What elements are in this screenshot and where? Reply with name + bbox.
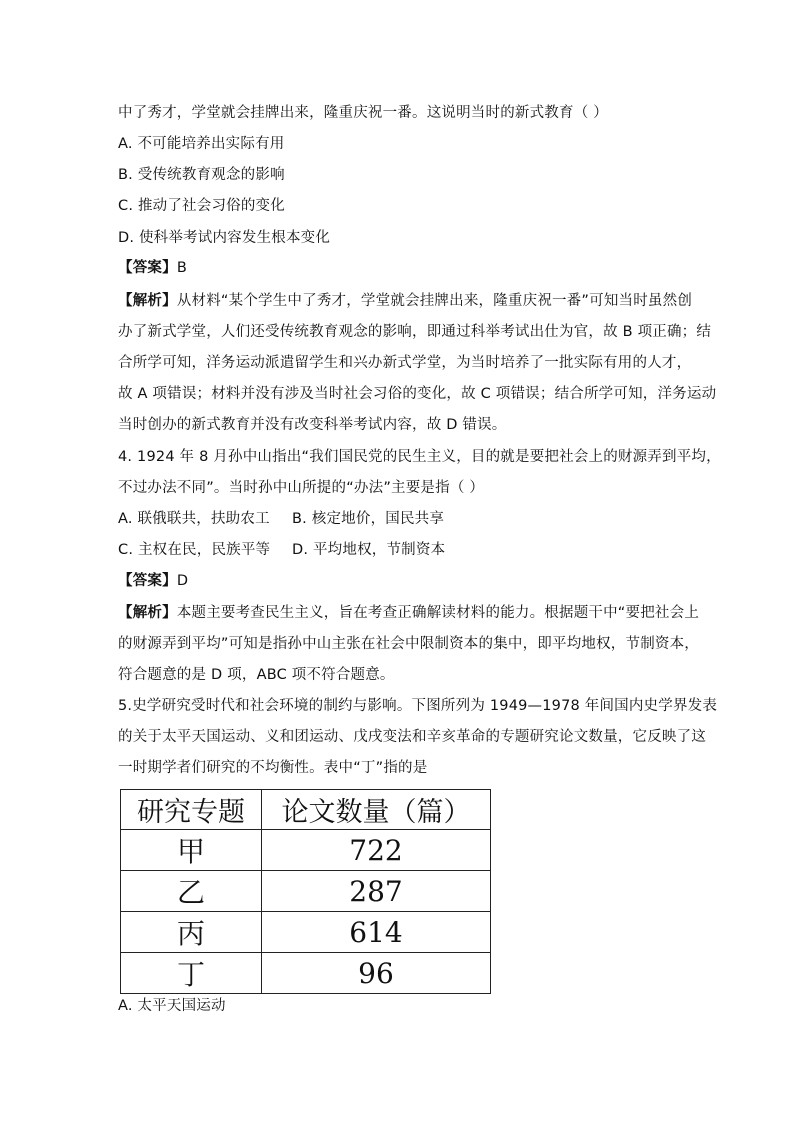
option-d: D. 平均地权，节制资本 — [292, 542, 446, 558]
option-a: A. 联俄联共，扶助农工 — [118, 511, 270, 527]
cell-topic: 甲 — [121, 830, 262, 871]
question-5-stem-3: 一时期学者们研究的不均衡性。表中“丁”指的是 — [118, 760, 428, 776]
analysis-line-2: 办了新式学堂，人们还受传统教育观念的影响，即通过科举考试出仕为官，故 B 项正确；结 — [118, 324, 712, 340]
analysis-line-1 — [118, 603, 699, 623]
option-b: B. 受传统教育观念的影响 — [118, 167, 285, 183]
option-c: C. 推动了社会习俗的变化 — [118, 198, 285, 214]
analysis-line-2: 的财源弄到平均”可知是指孙中山主张在社会中限制资本的集中，即平均地权，节制资本， — [118, 636, 700, 652]
analysis-text: 本题主要考查民生主义，旨在考查正确解读材料的能力。根据题干中“要把社会上 — [176, 605, 700, 621]
cell-topic: 丁 — [121, 953, 262, 994]
options-ab — [118, 509, 444, 529]
cell-count: 96 — [262, 953, 491, 994]
table-row — [121, 830, 491, 871]
analysis-text: 从材料“某个学生中了秀才，学堂就会挂牌出来，隆重庆祝一番”可知当时虽然创 — [176, 293, 693, 309]
option-b: B. 核定地价，国民共享 — [292, 511, 445, 527]
answer-value: B — [176, 260, 187, 276]
analysis-tag: 【解析】 — [118, 605, 177, 621]
table-row — [121, 871, 491, 912]
cell-topic: 丙 — [121, 912, 262, 953]
answer-line — [118, 571, 188, 591]
option-c: C. 主权在民，民族平等 — [118, 542, 271, 558]
column-header-count: 论文数量（篇） — [262, 790, 491, 830]
table-row — [121, 912, 491, 953]
cell-topic: 乙 — [121, 871, 262, 912]
question-5-stem-1: 5.史学研究受时代和社会环境的制约与影响。下图所列为 1949—1978 年间国内史学界发表 — [118, 698, 718, 714]
question-5-stem-2: 的关于太平天国运动、义和团运动、戊戌变法和辛亥革命的专题研究论文数量，它反映了这 — [118, 729, 706, 745]
answer-tag: 【答案】 — [118, 573, 177, 589]
answer-line — [118, 258, 187, 278]
option-a: A. 不可能培养出实际有用 — [118, 136, 285, 152]
analysis-line-5: 当时创办的新式教育并没有改变科举考试内容，故 D 错误。 — [118, 417, 507, 433]
cell-count: 614 — [262, 912, 491, 953]
question-3-stem-tail: 中了秀才，学堂就会挂牌出来，隆重庆祝一番。这说明当时的新式教育（ ） — [118, 105, 608, 121]
answer-tag: 【答案】 — [118, 260, 177, 276]
option-d: D. 使科举考试内容发生根本变化 — [118, 230, 331, 246]
question-4-stem-2: 不过办法不同”。当时孙中山所提的“办法”主要是指（ ） — [118, 480, 485, 496]
analysis-tag: 【解析】 — [118, 293, 177, 309]
analysis-line-4: 故 A 项错误；材料并没有涉及当时社会习俗的变化，故 C 项错误；结合所学可知，洋务运动 — [118, 386, 717, 402]
paper-count-table — [120, 789, 491, 994]
answer-value: D — [176, 573, 189, 589]
cell-count: 722 — [262, 830, 491, 871]
question-4-stem-1: 4. 1924 年 8 月孙中山指出“我们国民党的民生主义，目的就是要把社会上的财源弄到平均， — [118, 449, 721, 465]
option-a: A. 太平天国运动 — [118, 998, 226, 1014]
table-row — [121, 953, 491, 994]
analysis-line-3: 符合题意的是 D 项，ABC 项不符合题意。 — [118, 667, 395, 683]
cell-count: 287 — [262, 871, 491, 912]
table-header-row — [121, 790, 491, 830]
column-header-topic: 研究专题 — [121, 790, 262, 830]
analysis-line-3: 合所学可知，洋务运动派遣留学生和兴办新式学堂，为当时培养了一批实际有用的人才， — [118, 355, 692, 371]
options-cd — [118, 540, 445, 560]
analysis-line-1 — [118, 291, 692, 311]
